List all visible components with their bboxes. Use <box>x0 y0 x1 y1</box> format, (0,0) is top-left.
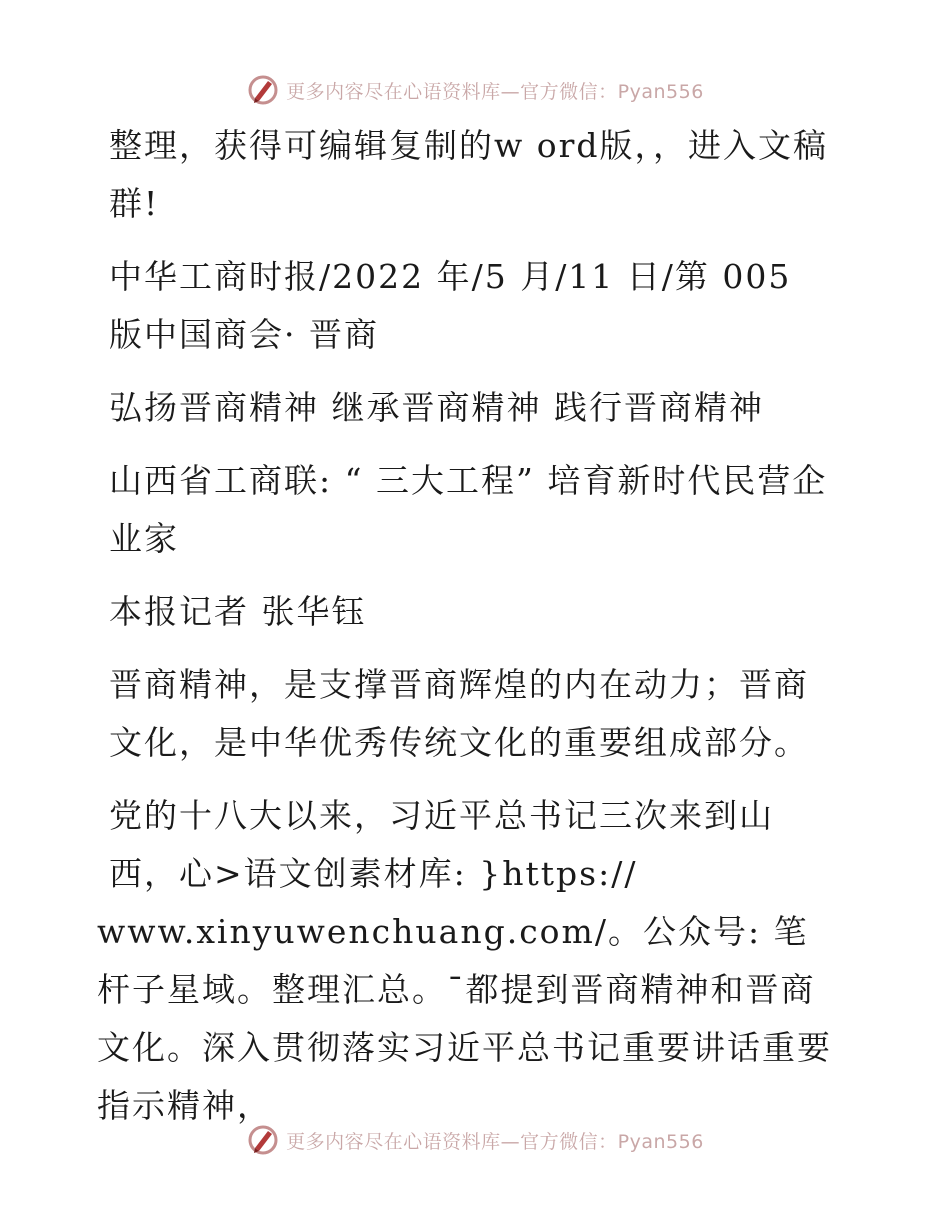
paragraph: 山西省工商联: “ 三大工程” 培育新时代民营企业家 <box>109 461 828 558</box>
paragraph: 晋商精神，是支撑晋商辉煌的内在动力；晋商文化，是中华优秀传统文化的重要组成部分。 <box>109 665 809 762</box>
pen-logo-icon <box>246 73 280 107</box>
paragraph: 弘扬晋商精神 继承晋商精神 践行晋商精神 <box>109 388 764 427</box>
watermark-text: 更多内容尽在心语资料库—官方微信：Pyan556 <box>286 80 704 103</box>
document-body <box>97 117 837 1150</box>
paragraph: 整理，获得可编辑复制的w ord版，，进入文稿群! <box>109 126 829 223</box>
header-watermark <box>0 70 950 110</box>
header-watermark-inner <box>246 73 704 107</box>
footer-watermark <box>0 1120 950 1160</box>
paragraph: www.xinyuwenchuang.com/。公众号: 笔杆子星域。整理汇总。¯都提到晋商精神和晋商文化。深入贯彻落实习近平总书记重要讲话重要指示精神， <box>97 912 832 1125</box>
paragraph: 本报记者 张华钰 <box>109 592 367 631</box>
paragraph: 党的十八大以来，习近平总书记三次来到山西，心>语文创素材库: }https:// <box>109 796 774 893</box>
paragraph: 中华工商时报/2022 年/5 月/11 日/第 005 版中国商会· 晋商 <box>109 257 792 354</box>
footer-watermark-inner <box>246 1123 704 1157</box>
watermark-text: 更多内容尽在心语资料库—官方微信：Pyan556 <box>286 1130 704 1153</box>
pen-logo-icon <box>246 1123 280 1157</box>
